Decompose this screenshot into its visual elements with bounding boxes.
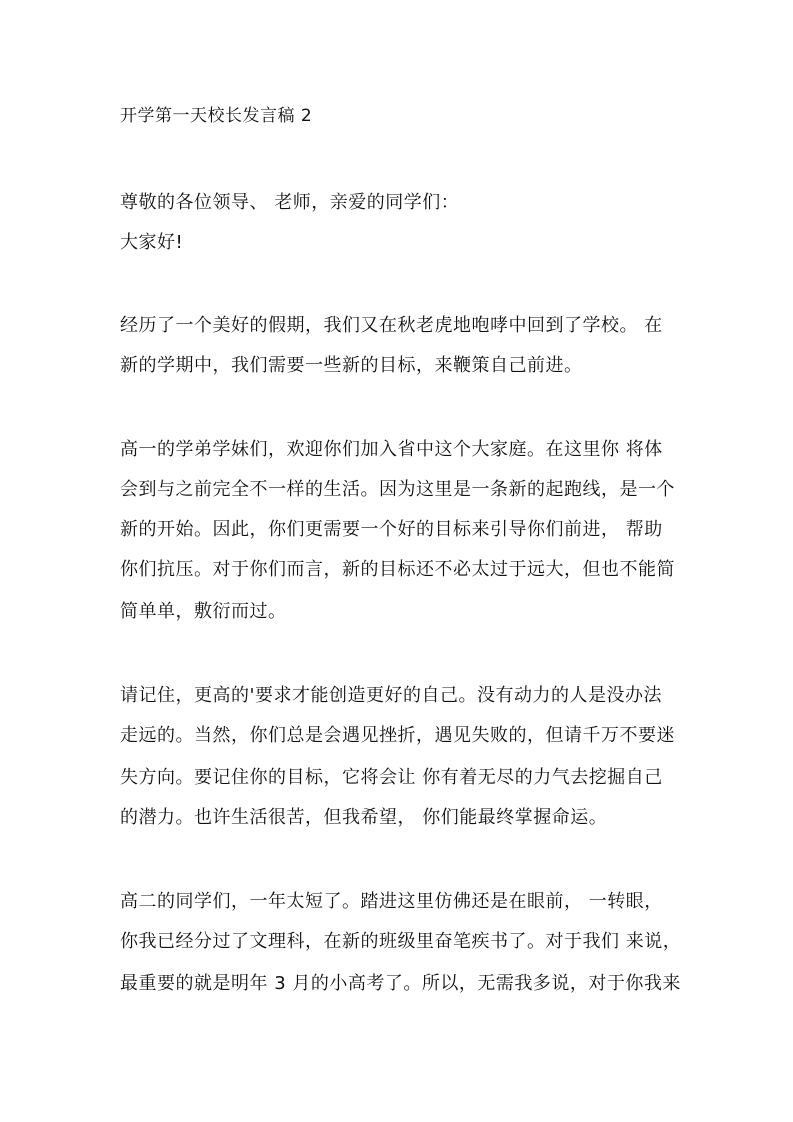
- paragraph-line: 最重要的就是明年 3 月的小高考了。所以，无需我多说，对于你我来: [120, 973, 681, 994]
- paragraph-line: 新的开始。因此，你们更需要一个好的目标来引导你们前进， 帮助: [120, 519, 663, 540]
- paragraph-line: 的潜力。也许生活很苦，但我希望， 你们能最终掌握命运。: [120, 807, 608, 828]
- paragraph-line: 高一的学弟学妹们，欢迎你们加入省中这个大家庭。在这里你 将体: [120, 439, 663, 460]
- paragraph-line: 失方向。要记住你的目标，它将会让 你有着无尽的力气去挖掘自己: [120, 767, 663, 788]
- paragraph-line: 请记住，更高的'要求才能创造更好的自己。没有动力的人是没办法: [120, 685, 662, 706]
- paragraph-line: 新的学期中，我们需要一些新的目标，来鞭策自己前进。: [120, 355, 583, 376]
- paragraph-line: 高二的同学们，一年太短了。踏进这里仿佛还是在眼前， 一转眼，: [120, 891, 663, 912]
- paragraph-line: 你我已经分过了文理科，在新的班级里奋笔疾书了。对于我们 来说，: [120, 931, 682, 952]
- paragraph-line: 走远的。当然，你们总是会遇见挫折，遇见失败的，但请千万不要迷: [120, 725, 675, 746]
- paragraph-line: 会到与之前完全不一样的生活。因为这里是一条新的起跑线，是一个: [120, 479, 675, 500]
- document-title: 开学第一天校长发言稿 2: [120, 106, 313, 126]
- paragraph-line: 经历了一个美好的假期，我们又在秋老虎地咆哮中回到了学校。 在: [120, 315, 663, 336]
- greeting-line: 尊敬的各位领导、 老师，亲爱的同学们：: [120, 192, 460, 213]
- paragraph-line: 你们抗压。对于你们而言，新的目标还不必太过于远大，但也不能简: [120, 559, 675, 580]
- paragraph-line: 简单单，敷衍而过。: [120, 601, 287, 622]
- salutation-line: 大家好!: [120, 232, 184, 253]
